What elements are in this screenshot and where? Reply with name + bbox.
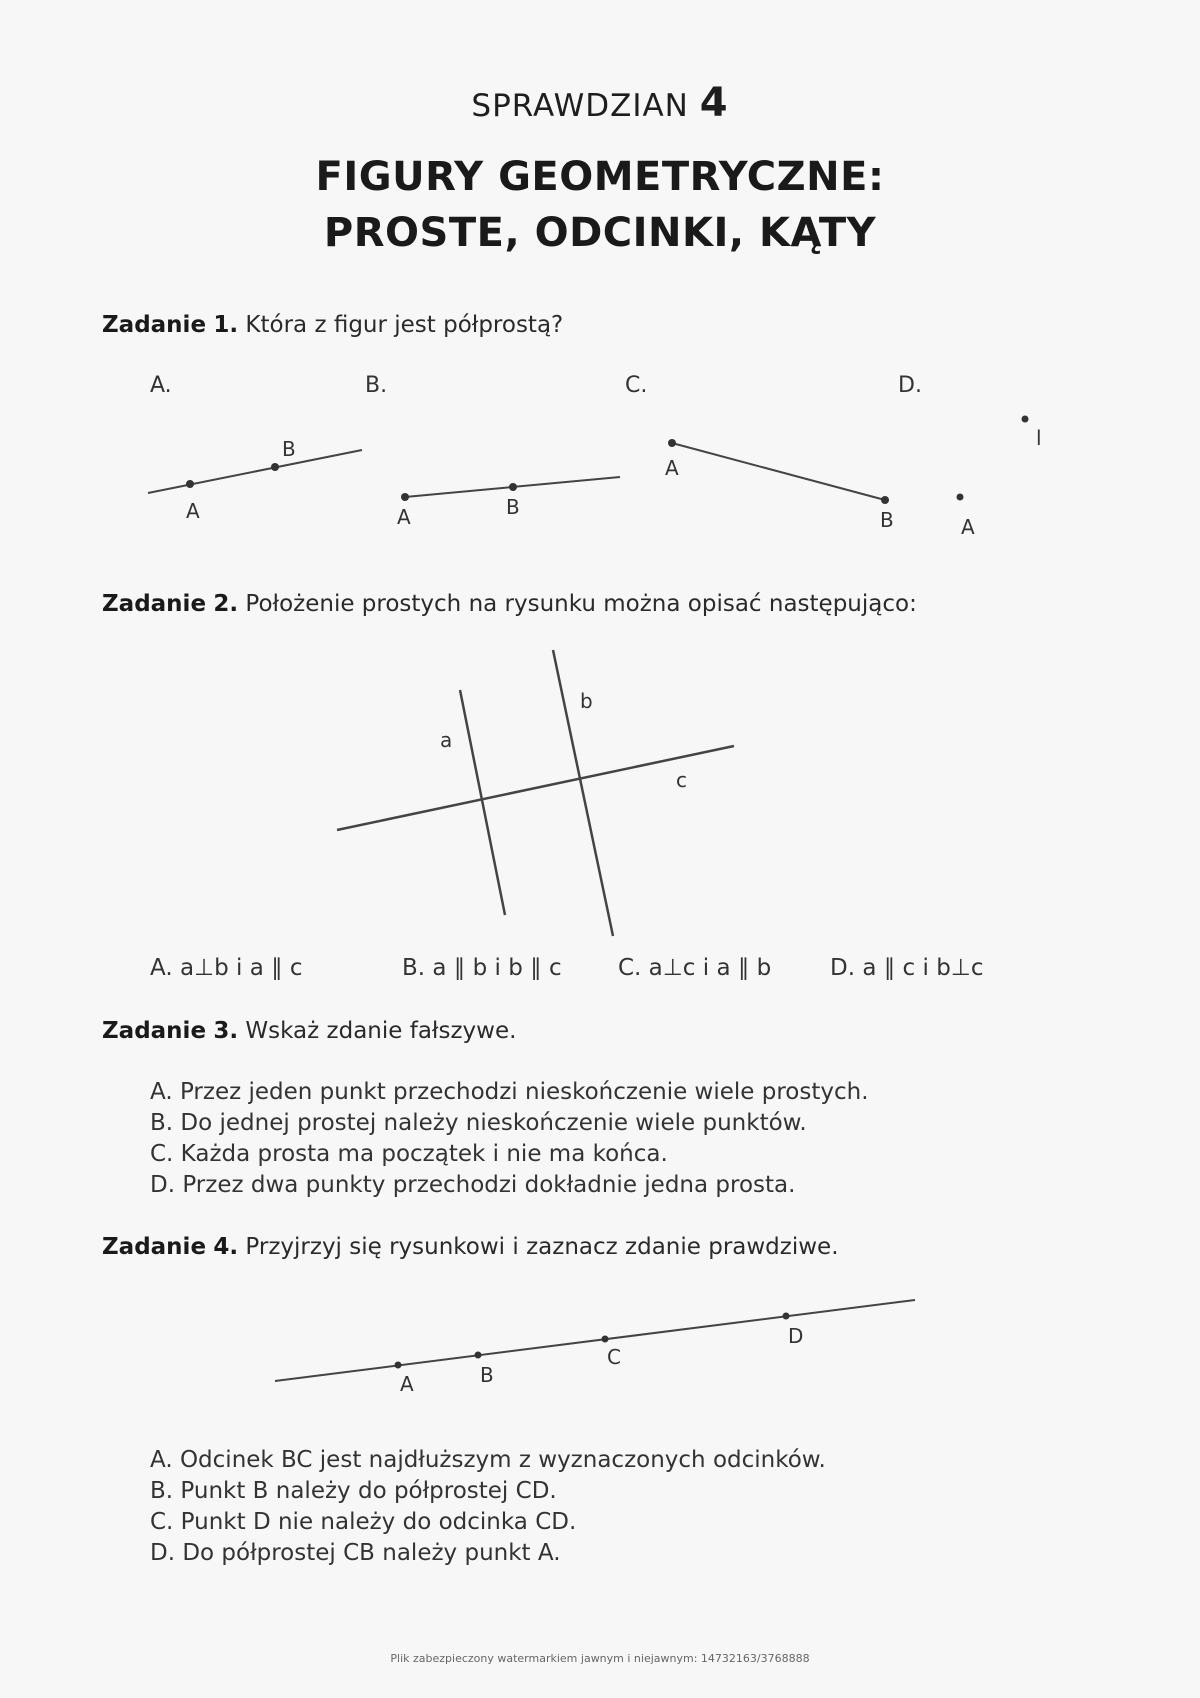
figure-d-label-l: l bbox=[1036, 426, 1042, 450]
label-c: c bbox=[676, 768, 687, 792]
page-title-line-2: PROSTE, ODCINKI, KĄTY bbox=[323, 210, 877, 256]
task-2-label: Zadanie bbox=[102, 591, 207, 617]
task-4-text: Przyjrzyj się rysunkowi i zaznacz zdanie prawdziwe. bbox=[245, 1234, 839, 1260]
figure-a-label-a: A bbox=[186, 499, 200, 523]
task-4-label: Zadanie bbox=[102, 1234, 207, 1260]
task-1-text: Która z figur jest półprostą? bbox=[245, 312, 564, 338]
task-4-number: 4. bbox=[213, 1234, 239, 1260]
point-a bbox=[395, 1362, 402, 1369]
task-4-option-a[interactable]: A. Odcinek BC jest najdłuższym z wyznaczonych odcinków. bbox=[150, 1447, 826, 1473]
label-point-d: D bbox=[788, 1324, 804, 1348]
figure-a-label-b: B bbox=[282, 437, 296, 461]
task-1-option-b[interactable]: B. bbox=[365, 373, 388, 398]
task-3-label: Zadanie bbox=[102, 1018, 207, 1044]
task-3-text: Wskaż zdanie fałszywe. bbox=[245, 1018, 517, 1044]
label-point-c: C bbox=[607, 1345, 621, 1369]
task-3-number: 3. bbox=[213, 1018, 239, 1044]
figure-b-label-b: B bbox=[506, 495, 520, 519]
figure-c-label-b: B bbox=[880, 508, 894, 532]
label-point-a: A bbox=[400, 1372, 414, 1396]
task-1-option-a[interactable]: A. bbox=[150, 373, 172, 398]
watermark-footer: Plik zabezpieczony watermarkiem jawnym i niejawnym: 14732163/3768888 bbox=[390, 1652, 810, 1665]
kicker-text: SPRAWDZIAN bbox=[471, 88, 689, 124]
task-3-option-b[interactable]: B. Do jednej prostej należy nieskończenie wiele punktów. bbox=[150, 1110, 807, 1136]
task-4-option-c[interactable]: C. Punkt D nie należy do odcinka CD. bbox=[150, 1509, 577, 1535]
task-1-number: 1. bbox=[213, 312, 239, 338]
task-1-option-d[interactable]: D. bbox=[898, 373, 922, 398]
figure-c-label-a: A bbox=[665, 456, 679, 480]
page-title-line-1: FIGURY GEOMETRYCZNE: bbox=[315, 154, 885, 200]
line-abcd bbox=[275, 1300, 915, 1381]
point-d bbox=[783, 1313, 790, 1320]
task-3-option-d[interactable]: D. Przez dwa punkty przechodzi dokładnie jedna prosta. bbox=[150, 1172, 796, 1198]
label-b: b bbox=[580, 689, 593, 713]
task-2-option-d[interactable]: D. a ∥ c i b⊥c bbox=[830, 955, 984, 981]
figure-d-label-a: A bbox=[961, 515, 975, 539]
task-4-option-d[interactable]: D. Do półprostej CB należy punkt A. bbox=[150, 1540, 561, 1566]
task-2-option-a[interactable]: A. a⊥b i a ∥ c bbox=[150, 955, 303, 981]
task-4-option-b[interactable]: B. Punkt B należy do półprostej CD. bbox=[150, 1478, 557, 1504]
task-2-option-b[interactable]: B. a ∥ b i b ∥ c bbox=[402, 955, 562, 981]
kicker-number: 4 bbox=[699, 80, 729, 126]
task-3-option-c[interactable]: C. Każda prosta ma początek i nie ma końca. bbox=[150, 1141, 668, 1167]
point-c bbox=[602, 1336, 609, 1343]
task-2-number: 2. bbox=[213, 591, 239, 617]
task-1-label: Zadanie bbox=[102, 312, 207, 338]
task-2-text: Położenie prostych na rysunku można opisać następująco: bbox=[245, 591, 917, 617]
task-1-option-c[interactable]: C. bbox=[625, 373, 648, 398]
point-b bbox=[475, 1352, 482, 1359]
label-a: a bbox=[440, 728, 453, 752]
label-point-b: B bbox=[480, 1363, 494, 1387]
task-3-option-a[interactable]: A. Przez jeden punkt przechodzi nieskończenie wiele prostych. bbox=[150, 1079, 869, 1105]
figure-b-label-a: A bbox=[397, 505, 411, 529]
task-2-option-c[interactable]: C. a⊥c i a ∥ b bbox=[618, 955, 772, 981]
